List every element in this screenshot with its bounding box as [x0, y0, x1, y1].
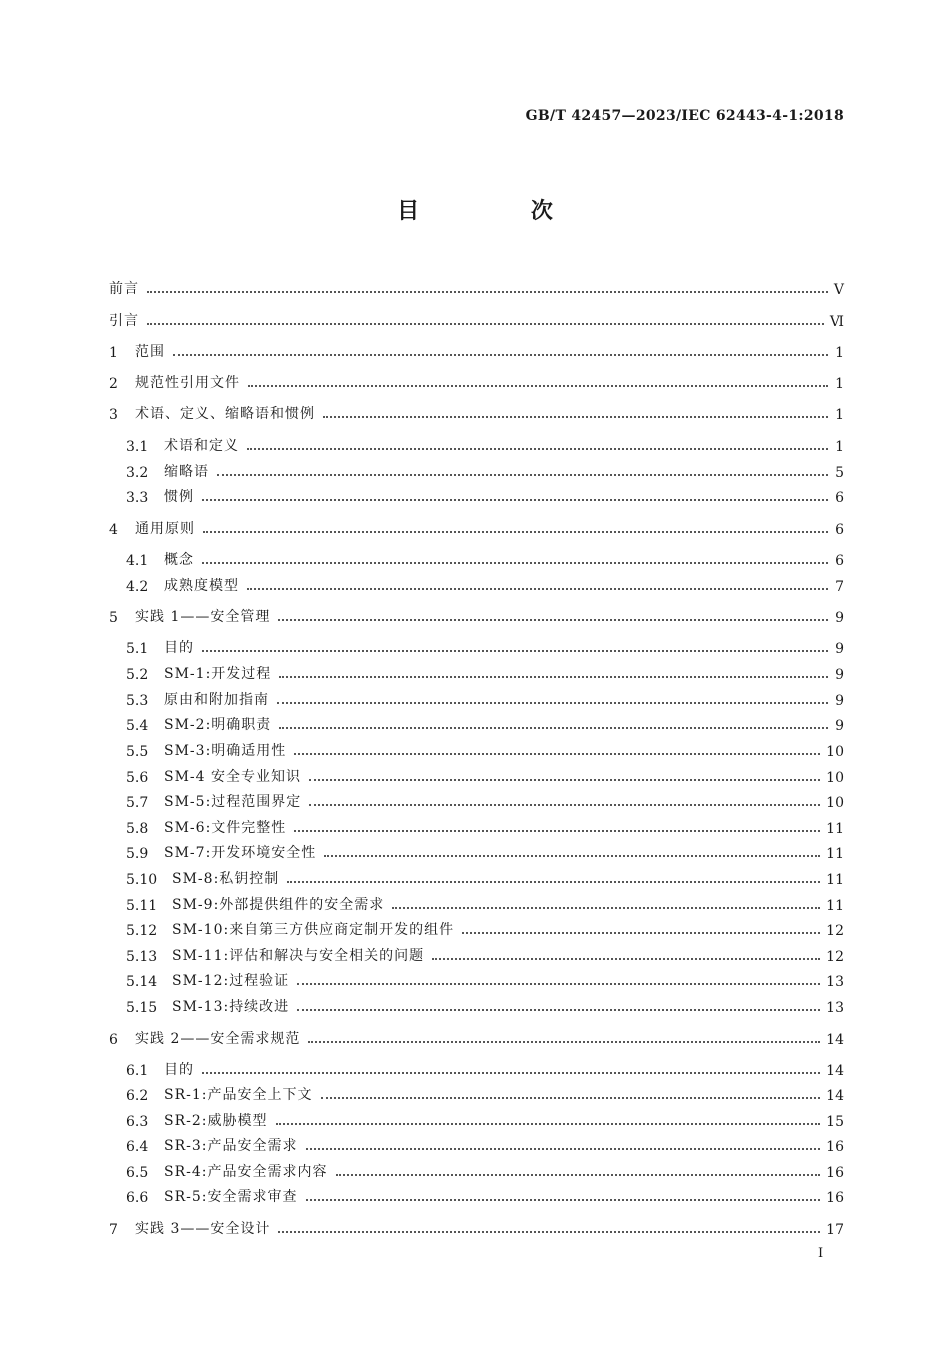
toc-entry-number: 1	[109, 345, 118, 361]
toc-entry	[126, 484, 844, 506]
dot-leader	[147, 323, 824, 325]
dot-leader	[309, 779, 820, 781]
toc-entry	[126, 943, 844, 965]
toc-entry-page: 9	[835, 610, 844, 626]
dot-leader	[278, 1231, 820, 1233]
toc-entry-label: 实践 1——安全管理	[135, 609, 271, 625]
toc-entry-label: SM-8:私钥控制	[172, 871, 280, 887]
toc-entry-label: SM-9:外部提供组件的安全需求	[172, 897, 385, 913]
toc-entry-label: 目的	[164, 1062, 194, 1078]
toc-entry-page: 7	[835, 579, 844, 595]
toc-entry-label: 引言	[109, 313, 139, 329]
toc-entry	[126, 547, 844, 569]
toc-entry-number: 6.5	[126, 1165, 149, 1181]
toc-entry-number: 5.6	[126, 770, 149, 786]
toc-entry-page: 9	[835, 641, 844, 657]
toc-entry-page: 16	[826, 1139, 844, 1155]
toc-entry-number: 5.5	[126, 744, 149, 760]
toc-entry-label: SM-11:评估和解决与安全相关的问题	[172, 948, 425, 964]
dot-leader	[323, 416, 828, 418]
toc-entry	[126, 968, 844, 990]
toc-entry	[126, 917, 844, 939]
toc-entry-number: 3.3	[126, 490, 149, 506]
toc-entry-number: 6.3	[126, 1114, 149, 1130]
toc-entry-number: 5	[109, 610, 118, 626]
toc-entry	[126, 712, 844, 734]
toc-entry	[109, 276, 844, 298]
toc-entry-label: 术语、定义、缩略语和惯例	[135, 406, 315, 422]
toc-entry-page: 1	[835, 376, 844, 392]
toc-entry-number: 5.4	[126, 718, 149, 734]
toc-entry-label: 原由和附加指南	[164, 692, 269, 708]
toc-entry-label: 通用原则	[135, 521, 195, 537]
dot-leader	[324, 855, 820, 857]
toc-entry	[109, 308, 844, 330]
dot-leader	[306, 1148, 821, 1150]
toc-entry-label: SM-13:持续改进	[172, 999, 290, 1015]
toc-entry-number: 3.2	[126, 465, 149, 481]
toc-entry-label: SR-2:威胁模型	[164, 1113, 268, 1129]
dot-leader	[277, 702, 828, 704]
toc-entry-number: 5.8	[126, 821, 149, 837]
toc-entry-page: 11	[826, 846, 844, 862]
toc-entry-number: 3	[109, 407, 118, 423]
dot-leader	[279, 676, 828, 678]
toc-entry-label: SM-6:文件完整性	[164, 820, 287, 836]
toc-entry	[109, 1026, 844, 1048]
toc-entry-page: 12	[826, 949, 844, 965]
dot-leader	[309, 804, 820, 806]
toc-entry	[126, 892, 844, 914]
dot-leader	[278, 619, 828, 621]
toc-entry-page: 16	[826, 1165, 844, 1181]
toc-entry-number: 5.7	[126, 795, 149, 811]
toc-entry-label: SM-5:过程范围界定	[164, 794, 302, 810]
dot-leader	[247, 448, 828, 450]
toc-entry	[126, 433, 844, 455]
dot-leader	[294, 753, 820, 755]
toc-entry-page: 15	[826, 1114, 844, 1130]
toc-entry	[126, 789, 844, 811]
dot-leader	[202, 562, 828, 564]
dot-leader	[248, 385, 828, 387]
toc-entry-label: SM-10:来自第三方供应商定制开发的组件	[172, 922, 455, 938]
toc-entry-label: SM-2:明确职责	[164, 717, 272, 733]
toc-entry-number: 5.14	[126, 974, 158, 990]
toc-entry-number: 5.12	[126, 923, 158, 939]
toc-entry-label: 实践 3——安全设计	[135, 1221, 271, 1237]
toc-entry-label: SM-1:开发过程	[164, 666, 272, 682]
dot-leader	[147, 291, 828, 293]
toc-entry-number: 4.2	[126, 579, 149, 595]
dot-leader	[297, 1009, 820, 1011]
toc-entry-label: SM-12:过程验证	[172, 973, 290, 989]
toc-entry	[126, 1082, 844, 1104]
toc-entry-page: 14	[826, 1032, 844, 1048]
toc-entry-page: Ⅴ	[833, 282, 844, 298]
dot-leader	[392, 907, 820, 909]
toc-entry	[126, 1159, 844, 1181]
toc-entry-number: 6.2	[126, 1088, 149, 1104]
toc-entry	[126, 459, 844, 481]
dot-leader	[203, 531, 828, 533]
page-title: 目 次	[397, 198, 605, 224]
toc-entry-label: SM-4 安全专业知识	[164, 769, 302, 785]
toc-entry	[126, 635, 844, 657]
toc-entry-page: 6	[835, 490, 844, 506]
toc-entry	[126, 1184, 844, 1206]
toc-entry-label: 术语和定义	[164, 438, 239, 454]
toc-entry	[126, 573, 844, 595]
toc-entry	[126, 815, 844, 837]
toc-entry-page: 9	[835, 667, 844, 683]
toc-entry-number: 5.9	[126, 846, 149, 862]
toc-entry-number: 5.3	[126, 693, 149, 709]
toc-entry-page: 11	[826, 898, 844, 914]
toc-entry-number: 5.2	[126, 667, 149, 683]
toc-entry-page: 14	[826, 1063, 844, 1079]
toc-entry	[126, 840, 844, 862]
dot-leader	[247, 588, 828, 590]
dot-leader	[432, 958, 820, 960]
toc-entry	[126, 1133, 844, 1155]
dot-leader	[462, 932, 820, 934]
toc-entry-page: 6	[835, 553, 844, 569]
toc-entry-page: 9	[835, 693, 844, 709]
toc-entry-number: 5.15	[126, 1000, 158, 1016]
toc-entry-label: 规范性引用文件	[135, 375, 240, 391]
toc-entry-page: 17	[826, 1222, 844, 1238]
toc-entry-number: 4.1	[126, 553, 149, 569]
toc-entry	[126, 687, 844, 709]
toc-entry	[126, 738, 844, 760]
toc-entry-page: 11	[826, 872, 844, 888]
dot-leader	[308, 1041, 820, 1043]
toc-entry	[109, 370, 844, 392]
toc-entry	[109, 339, 844, 361]
document-code: GB/T 42457—2023/IEC 62443-4-1:2018	[525, 108, 844, 124]
toc-entry-page: 1	[835, 439, 844, 455]
toc-entry-page: 6	[835, 522, 844, 538]
toc-entry-number: 2	[109, 376, 118, 392]
dot-leader	[294, 830, 820, 832]
toc-entry-number: 5.13	[126, 949, 158, 965]
dot-leader	[202, 650, 828, 652]
toc-entry	[126, 661, 844, 683]
toc-entry-number: 5.11	[126, 898, 158, 914]
dot-leader	[279, 727, 828, 729]
toc-entry-number: 5.1	[126, 641, 149, 657]
toc-entry-label: 缩略语	[164, 464, 209, 480]
dot-leader	[287, 881, 820, 883]
toc-entry-number: 6	[109, 1032, 118, 1048]
toc-entry-page: 9	[835, 718, 844, 734]
toc-entry-label: 惯例	[164, 489, 194, 505]
page-number: I	[818, 1246, 824, 1261]
dot-leader	[321, 1097, 821, 1099]
toc-entry-number: 4	[109, 522, 118, 538]
toc-entry-number: 6.1	[126, 1063, 149, 1079]
toc-entry-page: 10	[826, 744, 844, 760]
toc-entry-page: 12	[826, 923, 844, 939]
toc-entry-page: 16	[826, 1190, 844, 1206]
toc-entry	[109, 516, 844, 538]
toc-entry-label: SR-4:产品安全需求内容	[164, 1164, 328, 1180]
dot-leader	[306, 1199, 821, 1201]
toc-entry-page: 1	[835, 345, 844, 361]
toc-entry-label: SM-7:开发环境安全性	[164, 845, 317, 861]
toc-entry-number: 6.4	[126, 1139, 149, 1155]
toc-entry-number: 3.1	[126, 439, 149, 455]
toc-entry-label: SR-3:产品安全需求	[164, 1138, 298, 1154]
toc-entry	[126, 764, 844, 786]
toc-entry	[126, 866, 844, 888]
toc-entry-page: 10	[826, 770, 844, 786]
toc-entry-label: 成熟度模型	[164, 578, 239, 594]
toc-entry-number: 6.6	[126, 1190, 149, 1206]
toc-entry	[109, 1216, 844, 1238]
toc-entry-page: 13	[826, 1000, 844, 1016]
toc-entry	[126, 1057, 844, 1079]
toc-entry	[126, 1108, 844, 1130]
toc-entry-label: SM-3:明确适用性	[164, 743, 287, 759]
toc-entry	[126, 994, 844, 1016]
dot-leader	[276, 1123, 821, 1125]
dot-leader	[297, 983, 820, 985]
dot-leader	[202, 1072, 820, 1074]
dot-leader	[173, 354, 828, 356]
toc-entry-page: 10	[826, 795, 844, 811]
dot-leader	[336, 1174, 821, 1176]
toc-entry-page: 13	[826, 974, 844, 990]
toc-entry-page: Ⅵ	[829, 314, 844, 330]
toc-entry-page: 1	[835, 407, 844, 423]
toc-entry-label: SR-5:安全需求审查	[164, 1189, 298, 1205]
toc-entry-label: 概念	[164, 552, 194, 568]
toc-entry-label: 前言	[109, 281, 139, 297]
toc-entry-page: 11	[826, 821, 844, 837]
toc-entry-label: 实践 2——安全需求规范	[135, 1031, 301, 1047]
toc-entry	[109, 604, 844, 626]
toc-entry-label: SR-1:产品安全上下文	[164, 1087, 313, 1103]
dot-leader	[217, 474, 828, 476]
toc-entry-page: 5	[835, 465, 844, 481]
toc-entry-number: 7	[109, 1222, 118, 1238]
toc-entry-number: 5.10	[126, 872, 158, 888]
toc-entry	[109, 401, 844, 423]
toc-entry-page: 14	[826, 1088, 844, 1104]
dot-leader	[202, 499, 828, 501]
toc-entry-label: 范围	[135, 344, 165, 360]
toc-entry-label: 目的	[164, 640, 194, 656]
